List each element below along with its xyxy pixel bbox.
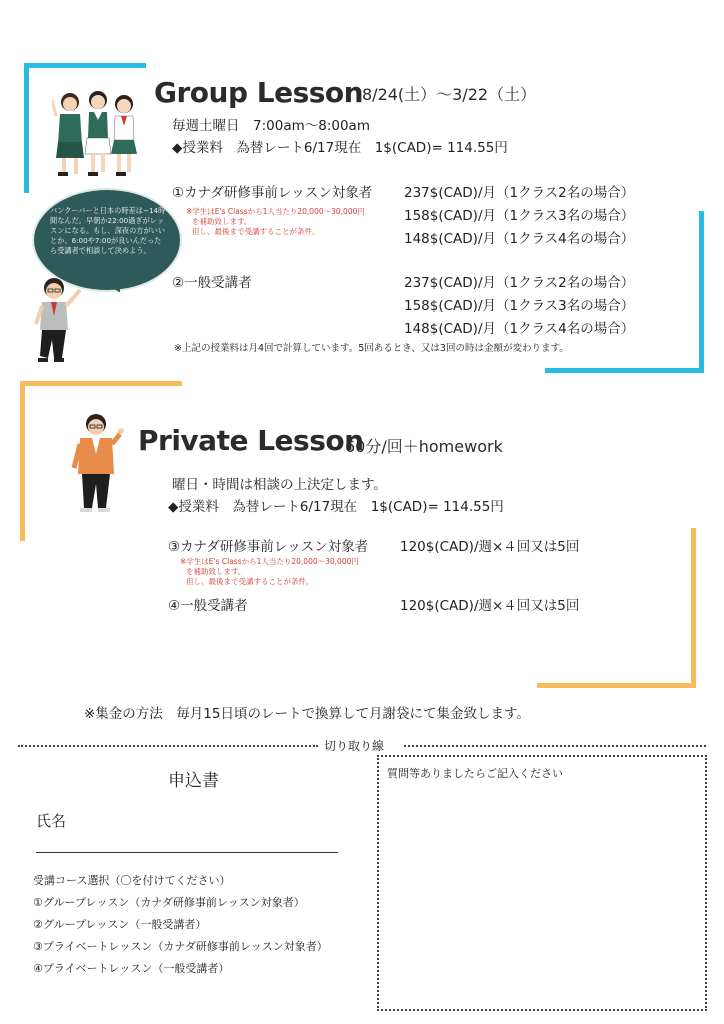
private-cat3-price: 120$(CAD)/週×４回又は5回 [400, 539, 580, 555]
subsidy-note-line: を補助致します。 [192, 217, 252, 226]
group-cat2-price: 158$(CAD)/月（1クラス3名の場合） [404, 298, 635, 314]
course-option[interactable]: ②グループレッスン（一般受講者） [33, 918, 207, 931]
group-fee-line: ◆授業料 為替レート6/17現在 1$(CAD)= 114.55円 [172, 140, 508, 156]
questions-label: 質問等ありましたらご記入ください [387, 767, 563, 780]
questions-box[interactable] [377, 755, 707, 1011]
course-selection-heading: 受講コース選択（〇を付けてください） [33, 874, 231, 887]
group-lesson-title: Group Lesson [154, 76, 364, 109]
cut-line-label: 切り取り線 [324, 739, 385, 753]
private-frame-top-left [20, 381, 182, 386]
students-illustration [52, 86, 144, 180]
subsidy-note-line: ※学生はE's Classから1人当たり20,000〜30,000円 [180, 557, 359, 566]
subsidy-note-line: ※学生はE's Classから1人当たり20,000〜30,000円 [186, 207, 365, 216]
group-cat2-price: 237$(CAD)/月（1クラス2名の場合） [404, 275, 635, 291]
group-cat1-label: ①カナダ研修事前レッスン対象者 [172, 185, 373, 201]
group-cat1-price: 148$(CAD)/月（1クラス4名の場合） [404, 231, 635, 247]
timezone-bubble-text: バンクーバーと日本の時差は−14時間なんだ。早朝か22:00過ぎがレッスンになる。もし、深夜の方がいいとか、6:00や7:00が良いんだったら受講者で相談して決めよう。 [50, 206, 166, 255]
group-cat1-price: 158$(CAD)/月（1クラス3名の場合） [404, 208, 635, 224]
private-fee-line: ◆授業料 為替レート6/17現在 1$(CAD)= 114.55円 [168, 499, 504, 515]
course-option[interactable]: ③プライベートレッスン（カナダ研修事前レッスン対象者） [33, 940, 328, 953]
subsidy-note-line: 但し、最後まで受講することが条件。 [192, 227, 320, 236]
private-subsidy-note [180, 557, 400, 587]
course-option[interactable]: ④プライベートレッスン（一般受講者） [33, 962, 230, 975]
group-frame-left [24, 63, 29, 193]
teacher-thumbsup-illustration [70, 412, 126, 516]
cut-line-left [18, 745, 318, 747]
private-frame-left [20, 381, 25, 541]
group-cat2-label: ②一般受講者 [172, 275, 252, 291]
name-label: 氏名 [36, 812, 67, 830]
group-footnote: ※上記の授業料は月4回で計算しています。5回あるとき、又は3回の時は金額が変わります。 [174, 343, 569, 354]
teacher-waving-illustration [32, 276, 88, 370]
group-frame-top-left [24, 63, 146, 68]
course-option[interactable]: ①グループレッスン（カナダ研修事前レッスン対象者） [33, 896, 305, 909]
subsidy-note-line: 但し、最後まで受講することが条件。 [186, 577, 314, 586]
group-schedule: 毎週土曜日 7:00am〜8:00am [172, 118, 370, 134]
private-cat4-price: 120$(CAD)/週×４回又は5回 [400, 598, 580, 614]
group-frame-right [699, 211, 704, 373]
name-input-line[interactable] [36, 852, 338, 853]
group-cat1-price: 237$(CAD)/月（1クラス2名の場合） [404, 185, 635, 201]
subsidy-note-line: を補助致します。 [186, 567, 246, 576]
private-cat4-label: ④一般受講者 [168, 598, 248, 614]
group-frame-bottom-right [545, 368, 704, 373]
group-cat2-price: 148$(CAD)/月（1クラス4名の場合） [404, 321, 635, 337]
private-schedule: 曜日・時間は相談の上決定します。 [172, 477, 387, 493]
private-lesson-subtitle: 60分/回＋homework [345, 437, 503, 456]
cut-line-right [404, 745, 706, 747]
private-frame-bottom-right [537, 683, 696, 688]
collection-method-note: ※集金の方法 毎月15日頃のレートで換算して月謝袋にて集金致します。 [84, 706, 530, 722]
private-cat3-label: ③カナダ研修事前レッスン対象者 [168, 539, 369, 555]
group-lesson-period: 8/24(土）〜3/22（土） [362, 85, 537, 104]
group-subsidy-note [186, 207, 406, 237]
application-form-title: 申込書 [168, 771, 219, 791]
private-lesson-title: Private Lesson [138, 424, 364, 457]
private-frame-right [691, 528, 696, 688]
